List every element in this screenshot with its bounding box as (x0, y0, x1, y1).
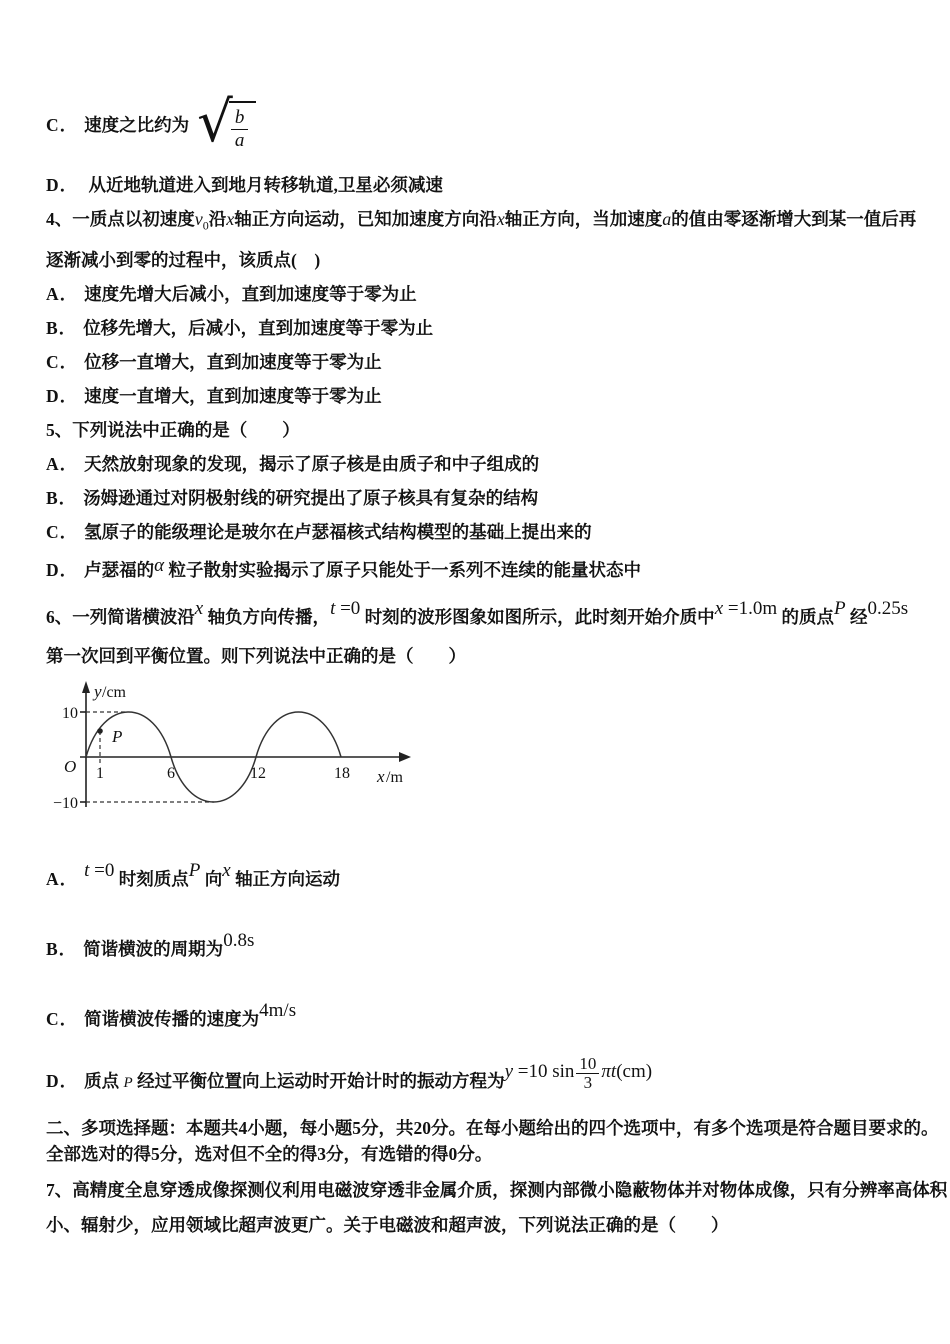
var-x: x (226, 209, 235, 229)
math-rest: =0 (335, 597, 361, 619)
stem-text: 轴负方向传播， (207, 606, 331, 627)
fraction-denominator: 3 (583, 1072, 593, 1092)
option-text: 位移一直增大，直到加速度等于零为止 (84, 351, 382, 372)
radicand (229, 101, 257, 151)
var-v-sub0: 0 (202, 218, 209, 233)
q5-option-c (46, 521, 910, 543)
option-label: A． (46, 868, 79, 889)
q5-option-d (46, 555, 910, 581)
option-label: C． (46, 351, 79, 372)
option-text: 简谐横波传播的速度为 (84, 1008, 260, 1029)
math-rest: =0 (89, 859, 115, 881)
sqrt-b-over-a-formula (197, 89, 256, 155)
q6-stem-line2: 第一次回到平衡位置。则下列说法中正确的是（ ） (46, 645, 466, 666)
option-text: 经过平衡位置向上运动时开始计时的振动方程为 (137, 1070, 505, 1091)
section2-header-line1: 二、多项选择题：本题共4小题，每小题5分，共20分。在每小题给出的四个选项中，有多个选项是符合题目要求的。 (46, 1117, 939, 1138)
option-text: 质点 (84, 1070, 120, 1091)
q4-option-a (46, 283, 910, 305)
y-max-label: 10 (62, 704, 78, 722)
q4-option-c (46, 351, 910, 373)
x-axis-var: x (377, 766, 385, 786)
option-label: C． (46, 114, 79, 135)
option-label: B． (46, 487, 78, 508)
q4-stem-line1 (46, 208, 917, 237)
x-axis-unit: /m (386, 768, 403, 786)
option-text: 卢瑟福的 (84, 559, 155, 580)
option-label: A． (46, 453, 79, 474)
option-label: B． (46, 317, 78, 338)
var-a: a (662, 209, 672, 229)
q7-stem-line1: 7、高精度全息穿透成像探测仪利用电磁波穿透非金属介质，探测内部微小隐蔽物体并对物体成像，只有分辨率高体积 (46, 1179, 948, 1200)
option-label: A． (46, 283, 79, 304)
math-rest: =1.0m (723, 597, 778, 619)
x-axis-arrow (399, 752, 411, 762)
stem-text: 的值由零逐渐增大到某一值后再 (671, 209, 917, 229)
q4-option-b (46, 317, 910, 339)
math-x-eq-1m (715, 598, 777, 619)
q5-stem: 5、下列说法中正确的是（ ） (46, 419, 300, 440)
x-tick-12: 12 (250, 764, 266, 782)
option-text: 汤姆逊通过对阴极射线的研究提出了原子核具有复杂的结构 (83, 487, 539, 508)
stem-text: 的质点 (781, 606, 834, 627)
option-text: 速度之比约为 (84, 114, 190, 135)
q6-option-a (46, 855, 910, 895)
stem-text: 6、一列简谐横波沿 (46, 606, 195, 627)
q4-stem-line2: 逐渐减小到零的过程中，该质点( ) (46, 249, 321, 270)
x-tick-6: 6 (167, 764, 175, 782)
math-t-eq-0 (84, 860, 114, 881)
math-x: x (194, 597, 204, 619)
option-label: D． (46, 1070, 79, 1091)
var-t: t (330, 597, 336, 619)
option-text: 轴正方向运动 (235, 868, 341, 889)
math-0-8s: 0.8s (223, 929, 255, 951)
math-P: P (188, 859, 201, 881)
var-pi-t: πt (601, 1060, 617, 1082)
q6-stem-line1 (46, 593, 910, 633)
sqrt-numerator: b (231, 108, 249, 130)
q7-stem-line2: 小、辐射少，应用领域比超声波更广。关于电磁波和超声波，下列说法正确的是（ ） (46, 1214, 729, 1235)
point-p-label: P (112, 726, 123, 746)
option-text: 从近地轨道进入到地月转移轨道,卫星必须减速 (88, 175, 443, 195)
alpha-symbol: α (154, 554, 165, 576)
option-text: 速度先增大后减小，直到加速度等于零为止 (84, 283, 417, 304)
var-y: y (504, 1060, 513, 1082)
y-min-label: −10 (52, 794, 78, 812)
section2-header-line2: 全部选对的得5分，选对但不全的得3分，有选错的得0分。 (46, 1143, 493, 1164)
option-text: 位移先增大，后减小，直到加速度等于零为止 (83, 317, 434, 338)
math-t-eq-0 (330, 598, 360, 619)
wave-figure (30, 679, 910, 839)
option-text: 天然放射现象的发现，揭示了原子核是由质子和中子组成的 (84, 453, 540, 474)
q6-option-c (46, 995, 910, 1035)
x-tick-1: 1 (96, 764, 104, 782)
sin-function: sin (552, 1060, 575, 1082)
stem-text: 时刻的波形图象如图所示，此时刻开始介质中 (364, 606, 715, 627)
stem-text: 4、一质点以初速度 (46, 209, 195, 229)
var-x: x (496, 209, 505, 229)
stem-text: 沿 (208, 209, 227, 229)
fraction-numerator: 10 (576, 1055, 599, 1074)
option-d-line (46, 174, 910, 196)
y-axis-var: y (94, 681, 102, 701)
y-axis-unit: /cm (102, 683, 126, 701)
wave-graph-svg (30, 679, 450, 834)
option-label: D． (46, 175, 79, 195)
option-text: 时刻质点 (118, 868, 189, 889)
fraction-10-3 (576, 1055, 599, 1091)
option-text: 粒子散射实验揭示了原子只能处于一系列不连续的能量状态中 (168, 559, 641, 580)
math-x: x (222, 859, 231, 881)
option-c-sqrt-line (46, 89, 910, 156)
math-P: P (834, 597, 846, 619)
y-axis-arrow (82, 681, 90, 693)
q4-option-d (46, 385, 910, 407)
option-label: D． (46, 385, 79, 406)
option-text: 速度一直增大，直到加速度等于零为止 (84, 385, 382, 406)
option-text: 向 (204, 868, 223, 889)
radical-sign: √ (197, 89, 233, 155)
q5-option-a (46, 453, 910, 475)
math-0-25s: 0.25s (867, 597, 909, 619)
q5-option-b (46, 487, 910, 509)
stem-text: 经 (849, 606, 868, 627)
var-t: t (84, 859, 90, 881)
stem-text: 轴正方向，当加速度 (504, 209, 663, 229)
var-x: x (714, 597, 724, 619)
point-p-dot (97, 728, 103, 734)
var-v: v (194, 209, 203, 229)
option-label: D． (46, 559, 79, 580)
option-label: C． (46, 521, 79, 542)
unit-cm: (cm) (616, 1060, 653, 1082)
option-label: C． (46, 1008, 79, 1029)
option-label: B． (46, 938, 78, 959)
q6-option-d (46, 1053, 910, 1101)
option-text: 氢原子的能级理论是玻尔在卢瑟福核式结构模型的基础上提出来的 (84, 521, 592, 542)
sqrt-denominator: a (234, 129, 245, 151)
stem-text: 轴正方向运动，已知加速度方向沿 (234, 209, 497, 229)
option-text: 简谐横波的周期为 (83, 938, 224, 959)
q6-option-b (46, 925, 910, 965)
math-P: P (123, 1074, 133, 1091)
math-rest: =10 (513, 1060, 548, 1082)
origin-label: O (64, 756, 77, 776)
vibration-equation (504, 1053, 653, 1092)
math-4ms: 4m/s (259, 999, 297, 1021)
x-tick-18: 18 (334, 764, 350, 782)
